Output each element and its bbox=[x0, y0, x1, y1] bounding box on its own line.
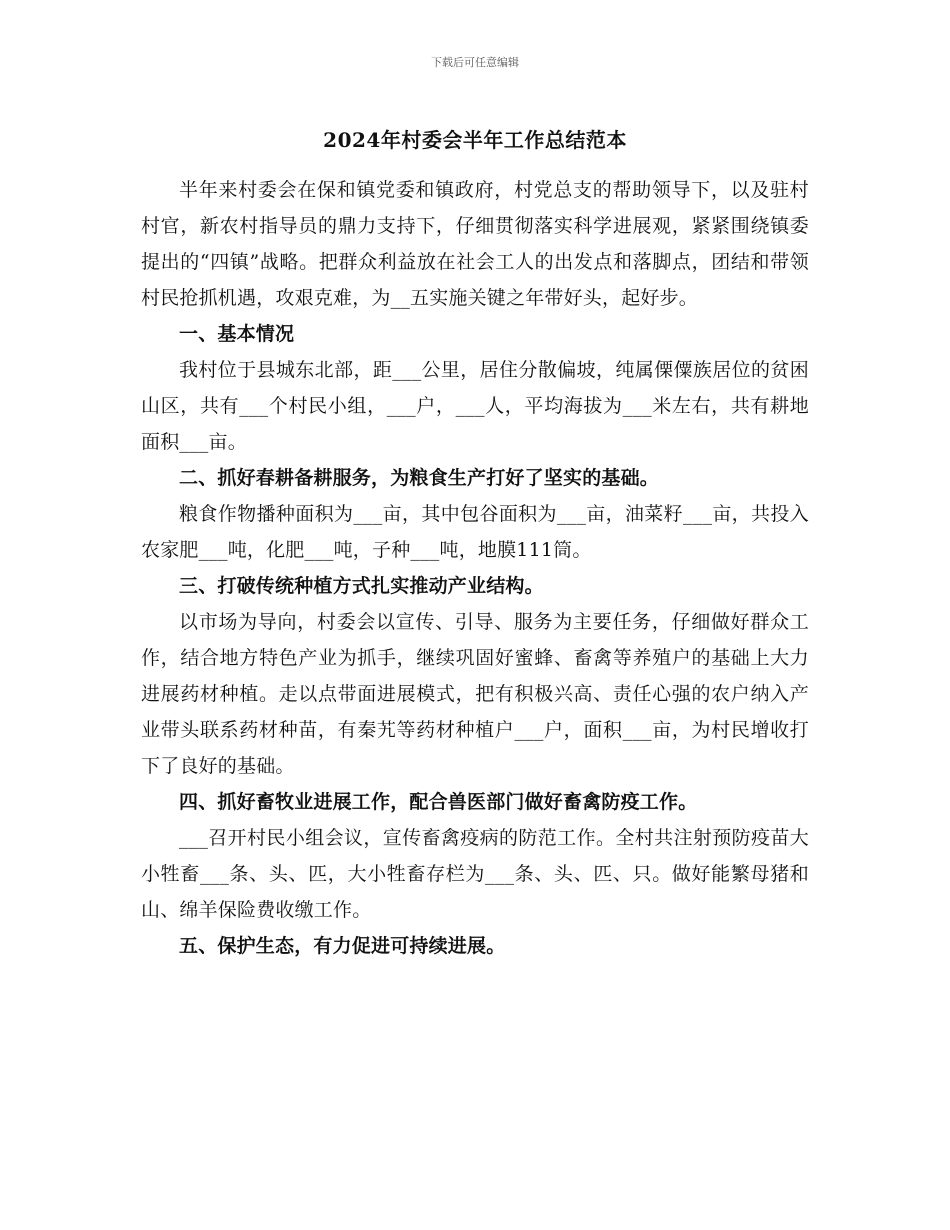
document-body bbox=[141, 172, 809, 964]
section-3-text: 以市场为导向，村委会以宣传、引导、服务为主要任务，仔细做好群众工作，结合地方特色产业为抓手，继续巩固好蜜蜂、畜禽等养殖户的基础上大力进展药材种植。走以点带面进展模式，把有积极兴高、责任心强的农户纳入产业带头联系药材种苗，有秦艽等药材种植户___户，面积___亩，为村民增收打下了良好的基础。 bbox=[141, 611, 809, 777]
intro-paragraph: 半年来村委会在保和镇党委和镇政府，村党总支的帮助领导下，以及驻村村官，新农村指导员的鼎力支持下，仔细贯彻落实科学进展观，紧紧围绕镇委提出的“四镇”战略。把群众利益放在社会工人的出发点和落脚点，团结和带领村民抢抓机遇，攻艰克难，为__五实施关键之年带好头，起好步。 bbox=[141, 179, 809, 309]
header-watermark: 下载后可任意编辑 bbox=[431, 56, 519, 69]
section-3-heading: 三、打破传统种植方式扎实推动产业结构。 bbox=[179, 575, 544, 597]
document-title: 2024年村委会半年工作总结范本 bbox=[323, 128, 627, 152]
section-5-heading: 五、保护生态，有力促进可持续进展。 bbox=[179, 935, 506, 957]
section-1-text: 我村位于县城东北部，距___公里，居住分散偏坡，纯属傈僳族居位的贫困山区，共有___个村民小组，___户，___人，平均海拔为___米左右，共有耕地面积___亩。 bbox=[141, 359, 809, 453]
section-4-heading: 四、抓好畜牧业进展工作，配合兽医部门做好畜禽防疫工作。 bbox=[179, 791, 698, 813]
section-1-heading: 一、基本情况 bbox=[179, 323, 295, 345]
section-4-text: ___召开村民小组会议，宣传畜禽疫病的防范工作。全村共注射预防疫苗大小牲畜___条、头、匹，大小牲畜存栏为___条、头、匹、只。做好能繁母猪和山、绵羊保险费收缴工作。 bbox=[141, 827, 809, 921]
section-2-heading: 二、抓好春耕备耕服务，为粮食生产打好了坚实的基础。 bbox=[179, 467, 660, 489]
section-2-text: 粮食作物播种面积为___亩，其中包谷面积为___亩，油菜籽___亩，共投入农家肥___吨，化肥___吨，子种___吨，地膜111筒。 bbox=[141, 503, 809, 561]
